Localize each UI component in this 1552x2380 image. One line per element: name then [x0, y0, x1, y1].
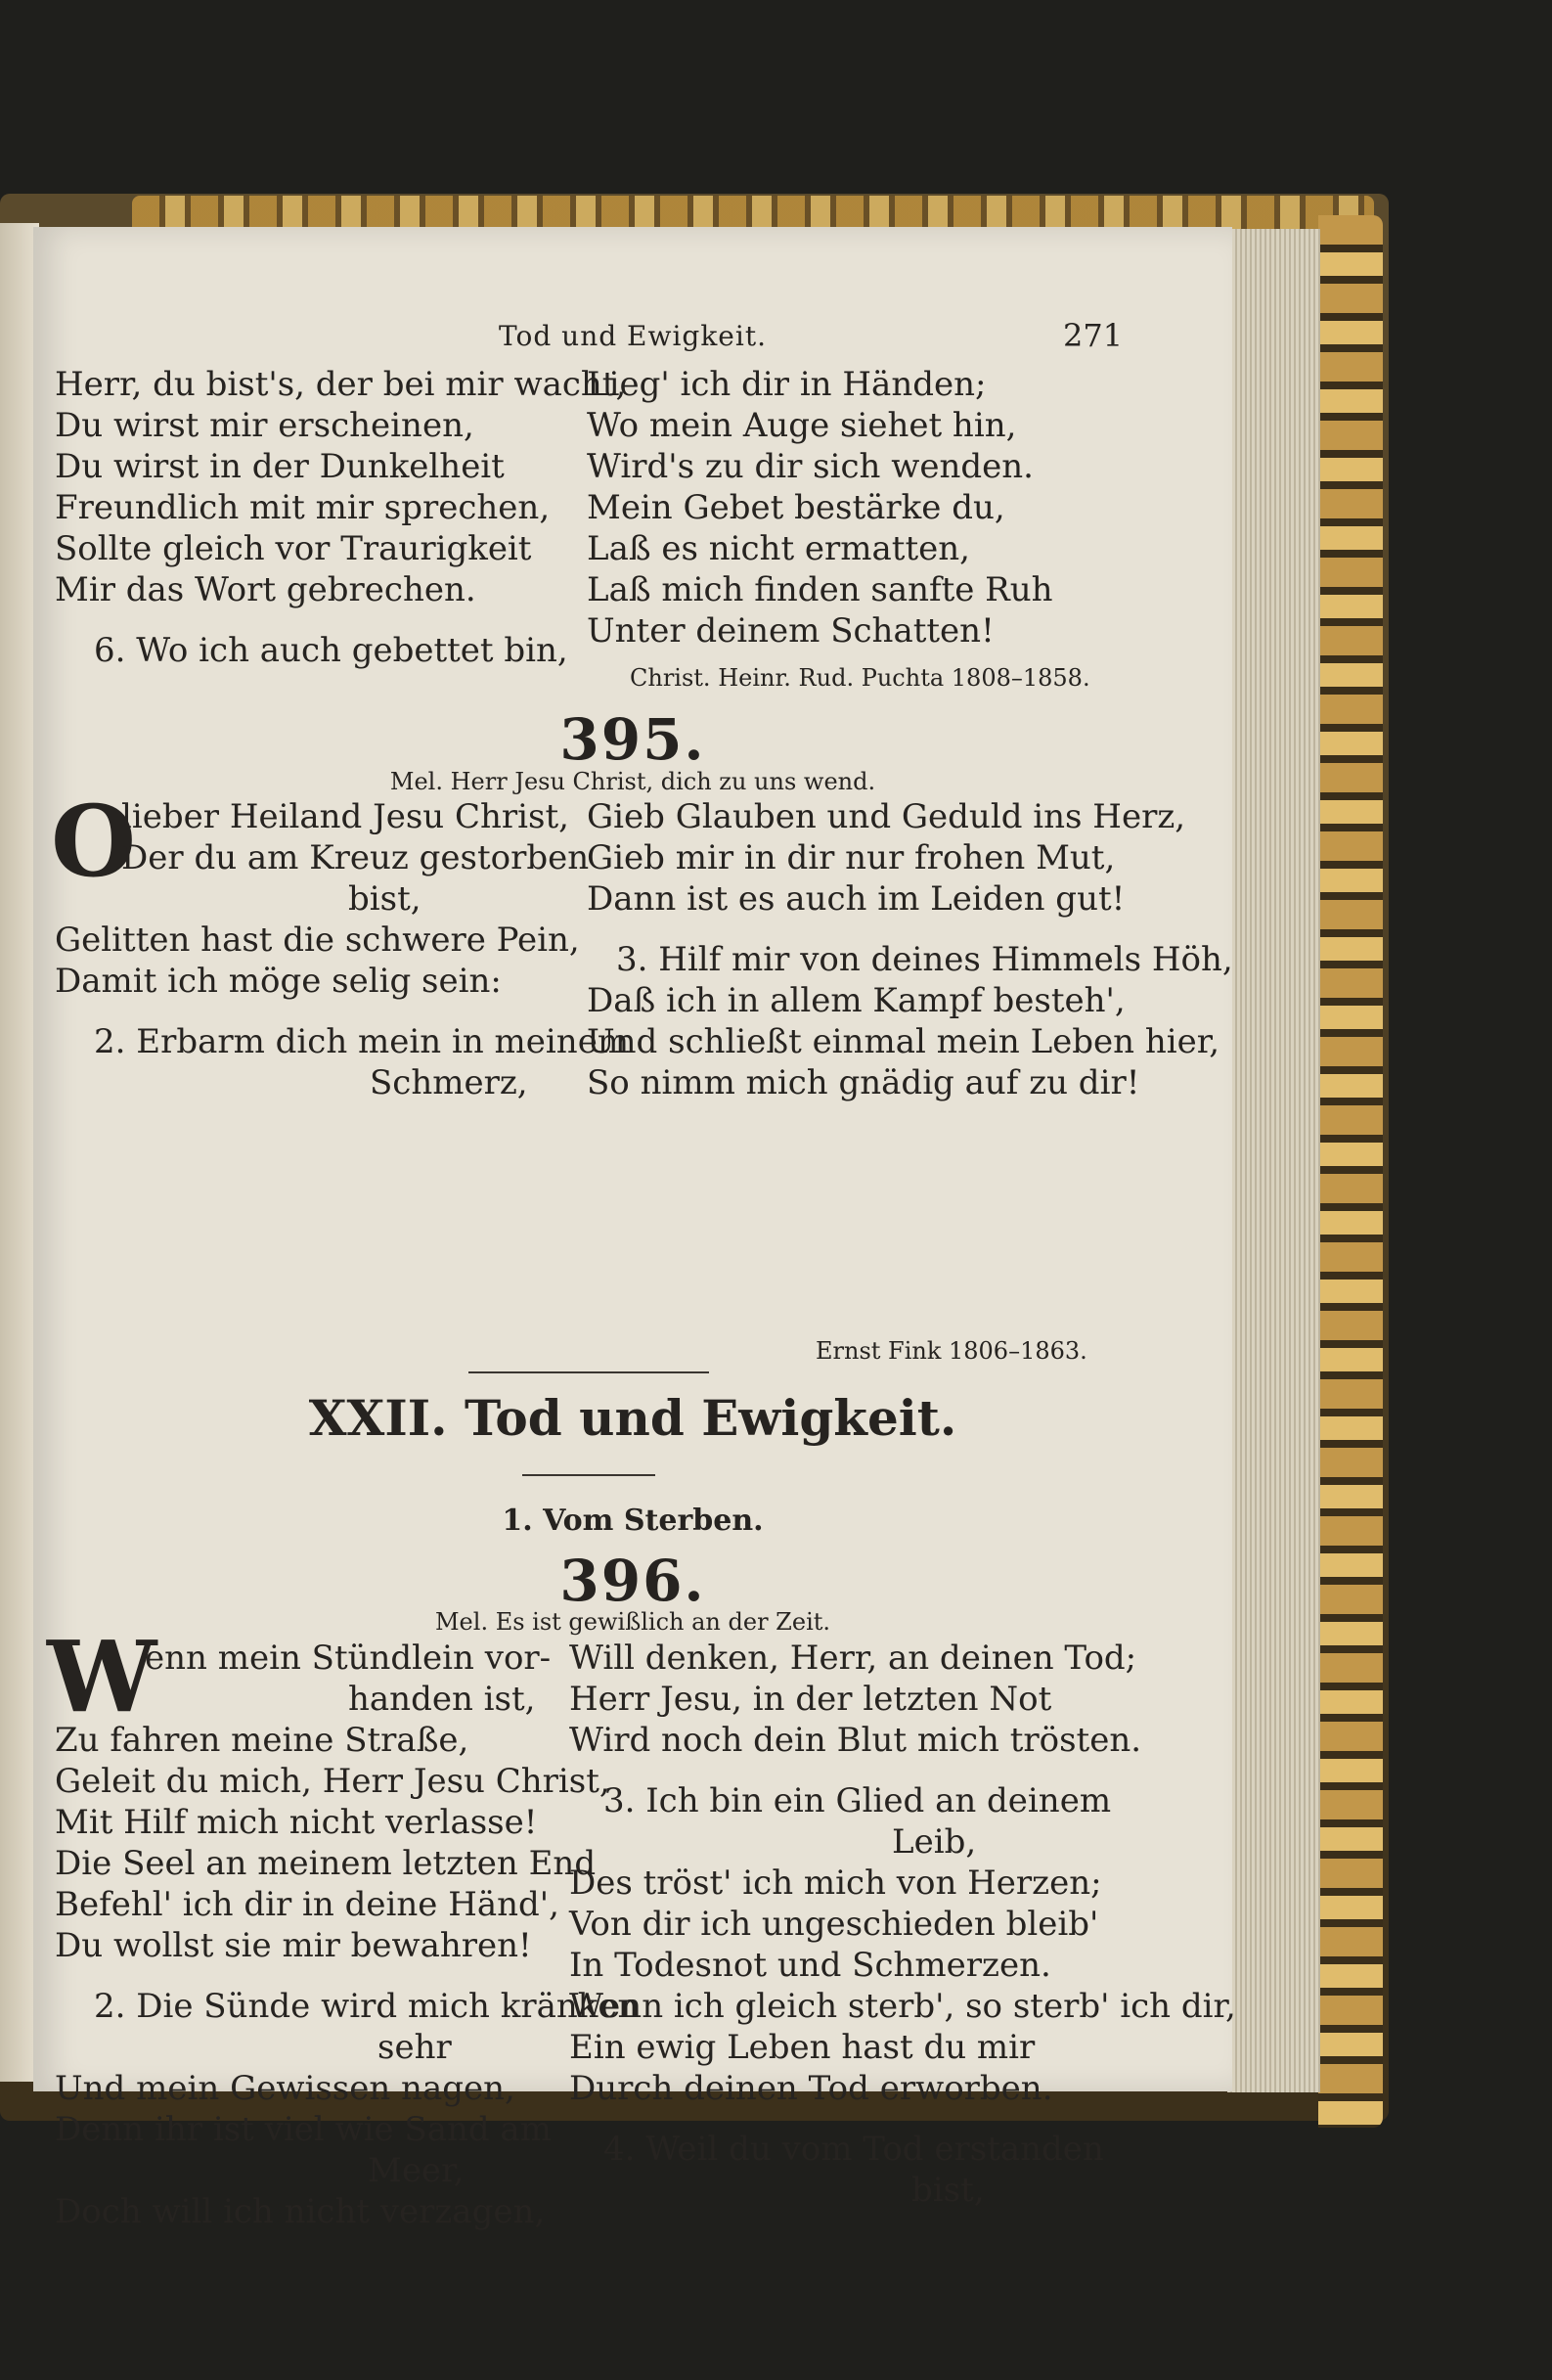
verse-line: Doch will ich nicht verzagen, — [55, 2192, 546, 2231]
verse-line: Daß ich in allem Kampf besteh', — [587, 981, 1126, 1020]
section-numeral: XXII. — [308, 1389, 448, 1447]
verse-line: Will denken, Herr, an deinen Tod; — [569, 1639, 1137, 1678]
verse-line: Leib, — [892, 1822, 977, 1862]
verse-line: Sollte gleich vor Traurigkeit — [55, 529, 532, 568]
verse-line: enn mein Stündlein vor- — [145, 1639, 552, 1678]
verse-line: Wenn ich gleich sterb', so sterb' ich dir, — [569, 1987, 1236, 2026]
verse-line: Des tröst' ich mich von Herzen; — [569, 1864, 1102, 1903]
verse-line: Unter deinem Schatten! — [587, 611, 995, 651]
verse-line: Du wollst sie mir bewahren! — [55, 1926, 532, 1965]
verse-line: Herr, du bist's, der bei mir wacht, — [55, 365, 627, 404]
verse-line: Denn ihr ist viel wie Sand am — [55, 2110, 552, 2149]
hymn-396-right-column — [569, 1638, 1236, 2211]
verse-line: Meer, — [368, 2151, 465, 2190]
verse-line: Wird noch dein Blut mich trösten. — [569, 1721, 1142, 1760]
verse-line: Mit Hilf mich nicht verlasse! — [55, 1803, 538, 1842]
dropcap-395: O — [51, 784, 137, 899]
verse-3-start: 3. Ich bin ein Glied an deinem — [603, 1781, 1112, 1820]
verse-line: lieber Heiland Jesu Christ, — [121, 797, 569, 836]
verse-line: Freundlich mit mir sprechen, — [55, 488, 551, 527]
verse-line: Laß mich finden sanfte Ruh — [587, 570, 1053, 609]
gilt-edge-top — [132, 196, 1374, 229]
verse-line: Durch deinen Tod erworben. — [569, 2069, 1053, 2108]
section-rule — [468, 1371, 709, 1373]
verse-line: Ein ewig Leben hast du mir — [569, 2028, 1036, 2067]
verse-line: bist, — [348, 879, 421, 919]
verse-line: Der du am Kreuz gestorben — [121, 838, 590, 877]
hymn-number-396: 396. — [559, 1548, 706, 1614]
verse-line: So nimm mich gnädig auf zu dir! — [587, 1063, 1140, 1102]
page-number: 271 — [1063, 317, 1124, 354]
page-content — [33, 227, 1236, 2231]
verse-line: Lieg' ich dir in Händen; — [587, 365, 987, 404]
hymn-396-left-column — [55, 1638, 639, 2232]
section-subrule — [522, 1474, 655, 1476]
hymn-395-right-column — [587, 796, 1233, 1103]
verse-line: Gieb mir in dir nur frohen Mut, — [587, 838, 1116, 877]
hymn-394-right-column — [587, 364, 1053, 651]
section-heading — [33, 1389, 1232, 1447]
dropcap-396: W — [47, 1619, 157, 1734]
verse-line: Geleit du mich, Herr Jesu Christ, — [55, 1762, 610, 1801]
verse-6-start: 6. Wo ich auch gebettet bin, — [94, 631, 568, 670]
verse-line: Du wirst mir erscheinen, — [55, 406, 474, 445]
verse-line: Dann ist es auch im Leiden gut! — [587, 879, 1126, 919]
attribution-395: Ernst Fink 1806–1863. — [816, 1337, 1087, 1365]
section-subtitle: 1. Vom Sterben. — [502, 1504, 764, 1538]
verse-line: bist, — [911, 2171, 985, 2210]
verse-line: Wird's zu dir sich wenden. — [587, 447, 1034, 486]
hymn-394-left-column — [55, 364, 626, 671]
book-page — [33, 227, 1236, 2231]
verse-line: Befehl' ich dir in deine Händ', — [55, 1885, 559, 1924]
verse-line: Du wirst in der Dunkelheit — [55, 447, 505, 486]
verse-4-start: 4. Weil du vom Tod erstanden — [603, 2130, 1104, 2169]
melody-396: Mel. Es ist gewißlich an der Zeit. — [434, 1608, 831, 1636]
verse-line: Schmerz, — [370, 1063, 528, 1102]
verse-line: Die Seel an meinem letzten End — [55, 1844, 597, 1883]
verse-line: Und mein Gewissen nagen, — [55, 2069, 515, 2108]
verse-line: In Todesnot und Schmerzen. — [569, 1946, 1051, 1985]
page-edges — [1227, 229, 1320, 2092]
verse-line: Mir das Wort gebrechen. — [55, 570, 476, 609]
verse-2-start: 2. Die Sünde wird mich kränken — [94, 1987, 640, 2026]
verse-line: Damit ich möge selig sein: — [55, 962, 502, 1001]
hymn-number-395: 395. — [559, 706, 706, 773]
verse-line: Wo mein Auge siehet hin, — [587, 406, 1017, 445]
melody-395: Mel. Herr Jesu Christ, dich zu uns wend. — [389, 768, 876, 795]
running-head: Tod und Ewigkeit. — [498, 320, 767, 352]
verse-line: Mein Gebet bestärke du, — [587, 488, 1005, 527]
verse-line: Von dir ich ungeschieden bleib' — [569, 1905, 1099, 1944]
verse-line: Gelitten hast die schwere Pein, — [55, 921, 580, 960]
verse-3-start: 3. Hilf mir von deines Himmels Höh, — [616, 940, 1233, 979]
verse-line: sehr — [377, 2028, 452, 2067]
verse-line: Und schließt einmal mein Leben hier, — [587, 1022, 1220, 1061]
verse-line: Zu fahren meine Straße, — [55, 1721, 469, 1760]
hymn-395-left-column — [55, 796, 629, 1103]
verse-line: handen ist, — [348, 1680, 536, 1719]
gilt-edge-right — [1318, 215, 1383, 2128]
verse-line: Gieb Glauben und Geduld ins Herz, — [587, 797, 1186, 836]
verse-2-start: 2. Erbarm dich mein in meinem — [94, 1022, 630, 1061]
section-title: Tod und Ewigkeit. — [464, 1389, 957, 1447]
verse-line: Herr Jesu, in der letzten Not — [569, 1680, 1052, 1719]
verse-line: Laß es nicht ermatten, — [587, 529, 970, 568]
attribution-394: Christ. Heinr. Rud. Puchta 1808–1858. — [630, 664, 1090, 692]
